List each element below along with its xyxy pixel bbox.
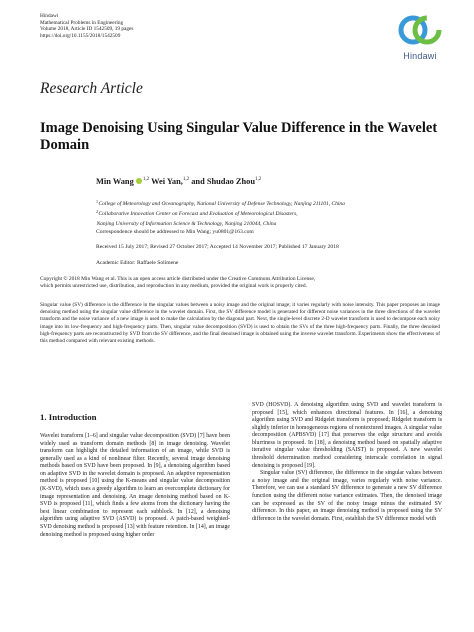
correspondence: Correspondence should be addressed to Min Wang; yu0801@163.com: [96, 229, 254, 235]
journal-header: [40, 13, 133, 39]
author-sup: 1,2: [142, 177, 150, 183]
doi-link[interactable]: https://doi.org/10.1155/2018/1542509: [40, 32, 121, 39]
orcid-icon[interactable]: [136, 178, 142, 184]
paragraph: SVD (HOSVD). A denoising algorithm using SVD and wavelet transform is proposed [15], which enhances directional features. In [16], a denoising algorithm using SVD and Ridgelet transform is proposed; Ridgelet transform is slightly inferior in homogeneous regions of nontextured images. A singular value decomposition (APBSVD) [17] that preserves the edge structure and avoids blurriness is proposed. In [18], a denoising method based on spatially adaptive iterative singular value thresholding (SAIST) is proposed. A new wavelet threshold determination method considering interscale correlation in signal denoising is proposed [19].: [252, 402, 442, 469]
author-sup: 1,2: [182, 177, 190, 183]
article-title: Image Denoising Using Singular Value Difference in the Wavelet Domain: [40, 120, 438, 153]
body-column-right: [252, 402, 442, 523]
section-heading: 1. Introduction: [40, 412, 97, 422]
publisher-name: Hindawi: [40, 13, 59, 19]
author-list: [96, 177, 261, 186]
body-column-left: [40, 433, 230, 539]
copyright-line: Copyright © 2018 Min Wang et al. This is an open access article distributed under the Creative Commons Attribution License,: [40, 276, 316, 282]
logo-text: Hindawi: [403, 51, 437, 61]
affiliation-line: Nanjing University of Information Science & Technology, Nanjing 210044, China: [96, 221, 277, 228]
hindawi-logo: [395, 10, 445, 66]
volume-info: Volume 2018, Article ID 1542509, 19 pages: [40, 26, 134, 33]
paragraph: Wavelet transform [1–6] and singular value decomposition (SVD) [7] have been widely used as transform domain methods [8] in image denoising. Wavelet transform can highlight the detailed information of an image, while SVD is generally used as a kind of nonlinear filter. Recently, several image denoising methods based on SVD have been proposed. In [9], a denoising algorithm based on adaptive SVD in the wavelet domain is proposed. An adaptive representation method is proposed [10] using the K-means and singular value decomposition (K-SVD), which uses a greedy algorithm to learn an overcomplete dictionary for image representation and denoising. An image denoising method based on K-SVD is proposed [11], which finds a few atoms from the dictionary having the best linear combination to represent each subblock. In [12], a denoising algorithm using adaptive SVD (ASVD) is proposed. A patch-based weighted-SVD denoising method is proposed [13] with feature retention. In [14], an image denoising method is proposed using higher order: [40, 433, 230, 538]
paragraph: Singular value (SV) difference, the difference in the singular values between a noisy image and the original image, varies regularly with noise variance. Therefore, we can use a standard SV difference to generate a new SV difference function using the different noise variance estimates. Then, the denoised image can be expressed as the SV of the noisy image minus the estimated SV difference. In this paper, an image denoising method is proposed using the SV difference in the wavelet domain. First, establish the SV difference model with: [252, 470, 442, 522]
publication-dates: Received 15 July 2017; Revised 27 October 2017; Accepted 14 November 2017; Published 17 January 2018: [96, 244, 339, 250]
author-sup: 1,2: [255, 177, 262, 183]
affiliation-line: $^1$College of Meteorology and Oceanography, National University of Defense Technology, Nanjing 211101, China: [96, 199, 345, 207]
article-type: Research Article: [40, 80, 143, 97]
author-name: Wei Yan,: [151, 177, 183, 186]
affiliation-line: $^2$Collaborative Innovation Center on Forecast and Evaluation of Meteorological Disasters,: [96, 209, 298, 218]
logo-rings-icon: [395, 10, 445, 50]
copyright-notice: [40, 276, 450, 290]
author-name: Min Wang: [96, 177, 134, 186]
affiliations: [96, 198, 446, 228]
author-name: and Shudao Zhou: [191, 177, 256, 186]
copyright-line: which permits unrestricted use, distribution, and reproduction in any medium, provided the original work is properly cited.: [40, 283, 307, 290]
journal-name: Mathematical Problems in Engineering: [40, 19, 124, 26]
academic-editor: Academic Editor: Raffaele Solimene: [96, 260, 179, 266]
abstract: Singular value (SV) difference is the difference in the singular values between a noisy image and the original image; it varies regularly with noise intensity. This paper proposes an image denoising method using the singular value difference in the wavelet domain. First, the SV difference model is generated for different noise variances in the three directions of the wavelet transform and the noise variance of a new image is used to make the calculation by the diagonal part. Next, the single-level discrete 2-D wavelet transform is used to decompose each noisy image into its low-frequency and high-frequency parts. Then, singular value decomposition (SVD) is used to obtain the SVs of the three high-frequency parts. Finally, the three denoised high-frequency parts are reconstructed by SVD from the SV difference, and the final denoised image is obtained using the inverse wavelet transform. Experiments show the effectiveness of this method compared with relevant existing methods.: [40, 302, 440, 345]
